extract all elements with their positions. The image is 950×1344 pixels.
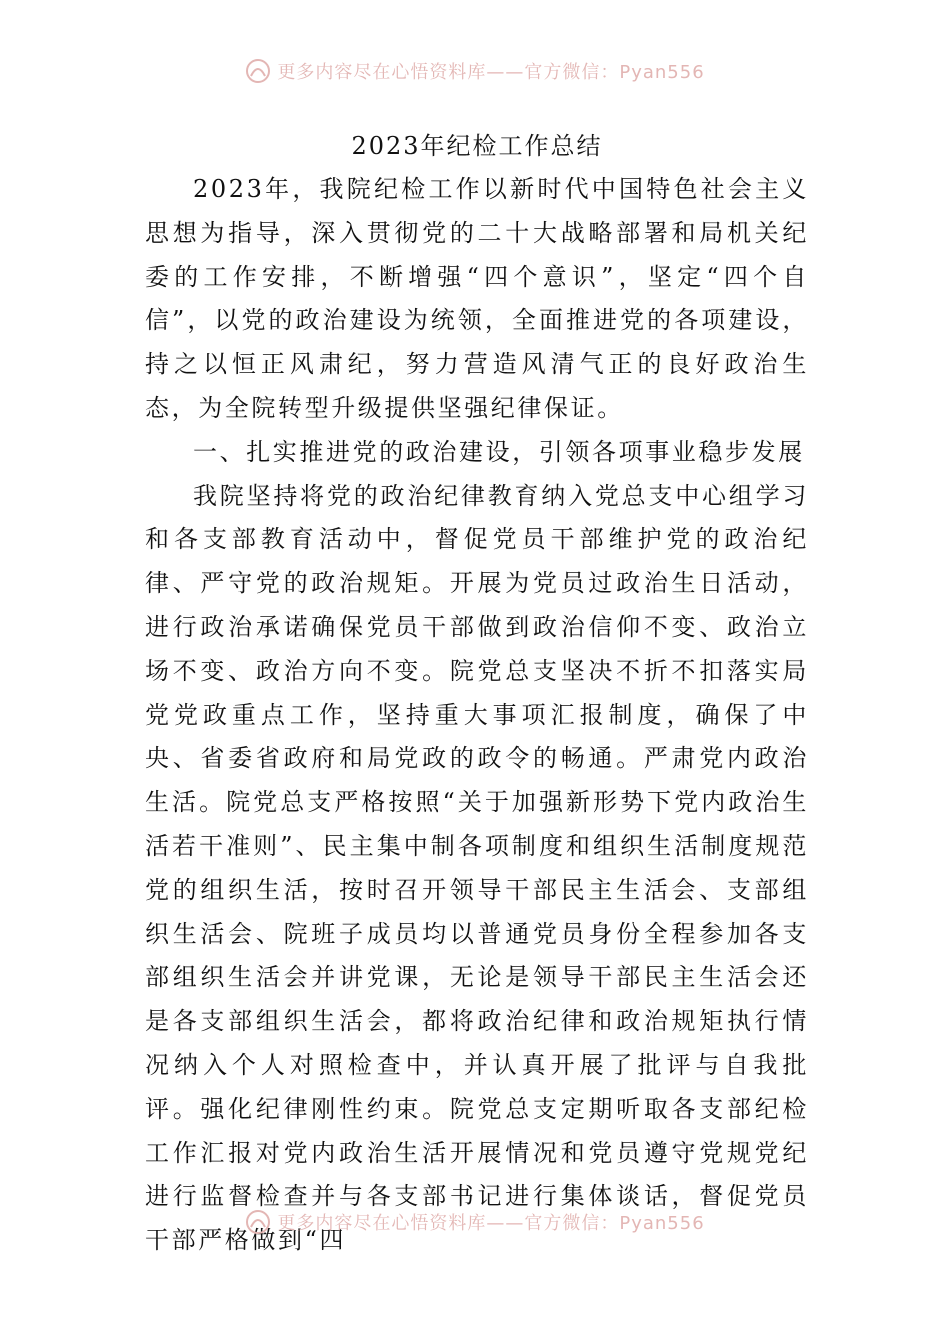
watermark-text: 更多内容尽在心悟资料库——官方微信：Pyan556 [277, 1213, 705, 1234]
watermark-text: 更多内容尽在心悟资料库——官方微信：Pyan556 [277, 62, 705, 83]
brand-logo-icon [245, 1209, 271, 1235]
section-heading: 一、扎实推进党的政治建设，引领各项事业稳步发展 [193, 437, 805, 466]
paragraph-intro: 2023年，我院纪检工作以新时代中国特色社会主义思想为指导，深入贯彻党的二十大战略部署和局机关纪委的工作安排，不断增强“四个意识”，坚定“四个自信”，以党的政治建设为统领，全面推进党的各项建设，持之以恒正风肃纪，努力营造风清气正的良好政治生态，为全院转型升级提供坚强纪律保证。 [145, 175, 809, 422]
paragraph-section-1: 我院坚持将党的政治纪律教育纳入党总支中心组学习和各支部教育活动中，督促党员干部维护党的政治纪律、严守党的政治规矩。开展为党员过政治生日活动，进行政治承诺确保党员干部做到政治信仰不变、政治立场不变、政治方向不变。院党总支坚决不折不扣落实局党党政重点工作，坚持重大事项汇报制度，确保了中央、省委省政府和局党政的政令的畅通。严肃党内政治生活。院党总支严格按照“关于加强新形势下党内政治生活若干准则”、民主集中制各项制度和组织生活制度规范党的组织生活，按时召开领导干部民主生活会、支部组织生活会、院班子成员均以普通党员身份全程参加各支部组织生活会并讲党课，无论是领导干部民主生活会还是各支部组织生活会，都将政治纪律和政治规矩执行情况纳入个人对照检查中，并认真开展了批评与自我批评。强化纪律刚性约束。院党总支定期听取各支部纪检工作汇报对党内政治生活开展情况和党员遵守党规党纪进行监督检查并与各支部书记进行集体谈话，督促党员干部严格做到“四 [145, 481, 809, 1255]
document-body [145, 124, 809, 1263]
brand-logo-icon [245, 58, 271, 84]
watermark-header [0, 56, 950, 86]
document-title: 2023年纪检工作总结 [351, 132, 603, 160]
watermark-footer [0, 1207, 950, 1237]
